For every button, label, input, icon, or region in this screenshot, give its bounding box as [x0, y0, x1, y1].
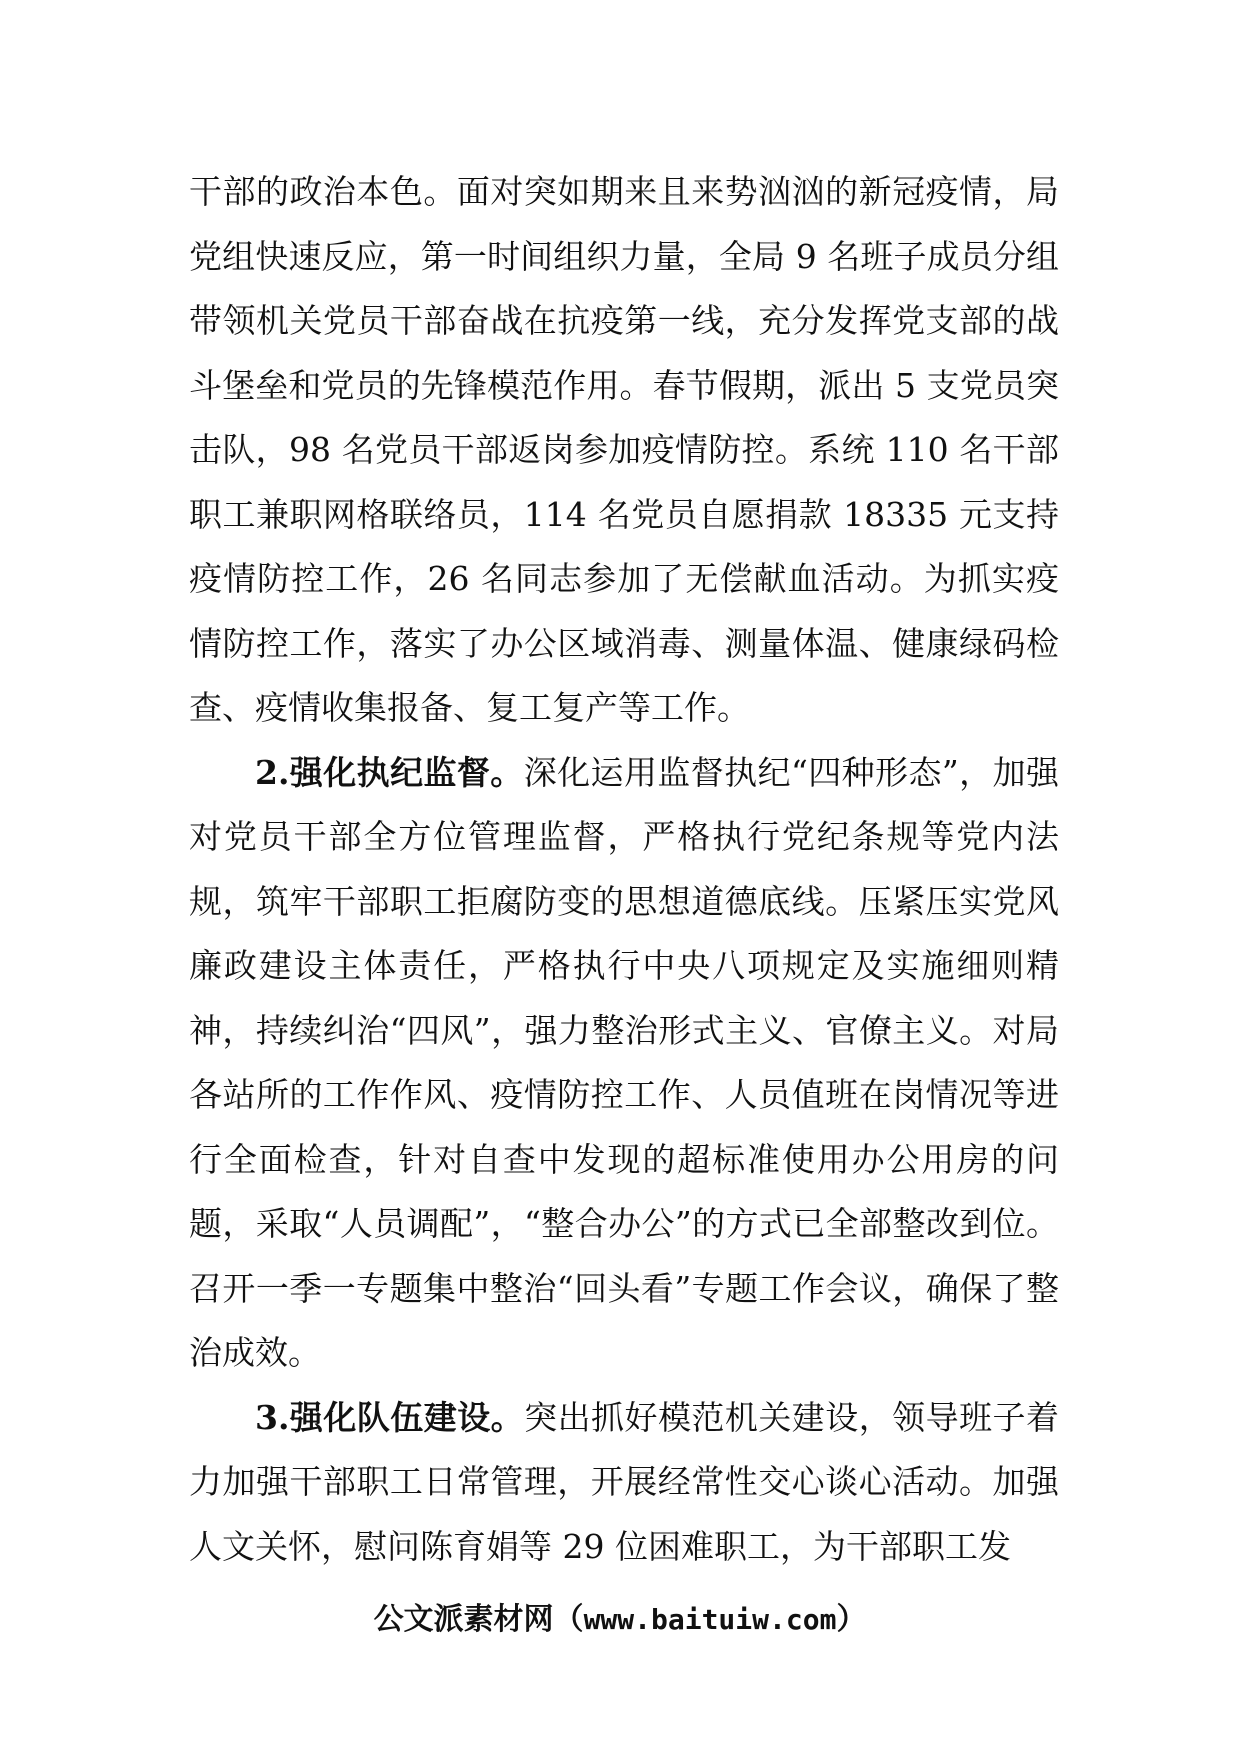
- paragraph-section-3: [189, 1386, 1059, 1580]
- footer-site-name: 公文派素材网（: [373, 1602, 584, 1637]
- footer-url: www.baituiw.com: [583, 1603, 837, 1636]
- page-footer: [0, 1600, 1240, 1640]
- footer-close-paren: ）: [836, 1602, 867, 1637]
- paragraph-section-2: [189, 741, 1059, 1386]
- paragraph-continuation: 干部的政治本色。面对突如期来且来势汹汹的新冠疫情，局党组快速反应，第一时间组织力量，全局 9 名班子成员分组带领机关党员干部奋战在抗疫第一线，充分发挥党支部的战斗堡垒和党员的先锋模范作用。春节假期，派出 5 支党员突击队，98 名党员干部返岗参加疫情防控。系统 110 名干部职工兼职网格联络员，114 名党员自愿捐款 18335 元支持疫情防控工作，26 名同志参加了无偿献血活动。为抓实疫情防控工作，落实了办公区域消毒、测量体温、健康绿码检查、疫情收集报备、复工复产等工作。: [189, 172, 1059, 727]
- document-body: [189, 160, 1059, 1579]
- section-heading: 3.强化队伍建设。: [255, 1397, 525, 1437]
- section-text: 突出抓好模范机关建设，领导班子着力加强干部职工日常管理，开展经常性交心谈心活动。加强人文关怀，慰问陈育娟等 29 位困难职工，为干部职工发: [189, 1397, 1060, 1566]
- section-text: 深化运用监督执纪“四种形态”，加强对党员干部全方位管理监督，严格执行党纪条规等党内法规，筑牢干部职工拒腐防变的思想道德底线。压紧压实党风廉政建设主体责任，严格执行中央八项规定及实施细则精神，持续纠治“四风”，强力整治形式主义、官僚主义。对局各站所的工作作风、疫情防控工作、人员值班在岗情况等进行全面检查，针对自查中发现的超标准使用办公用房的问题，采取“人员调配”，“整合办公”的方式已全部整改到位。召开一季一专题集中整治“回头看”专题工作会议，确保了整治成效。: [189, 752, 1059, 1372]
- section-heading: 2.强化执纪监督。: [255, 752, 524, 792]
